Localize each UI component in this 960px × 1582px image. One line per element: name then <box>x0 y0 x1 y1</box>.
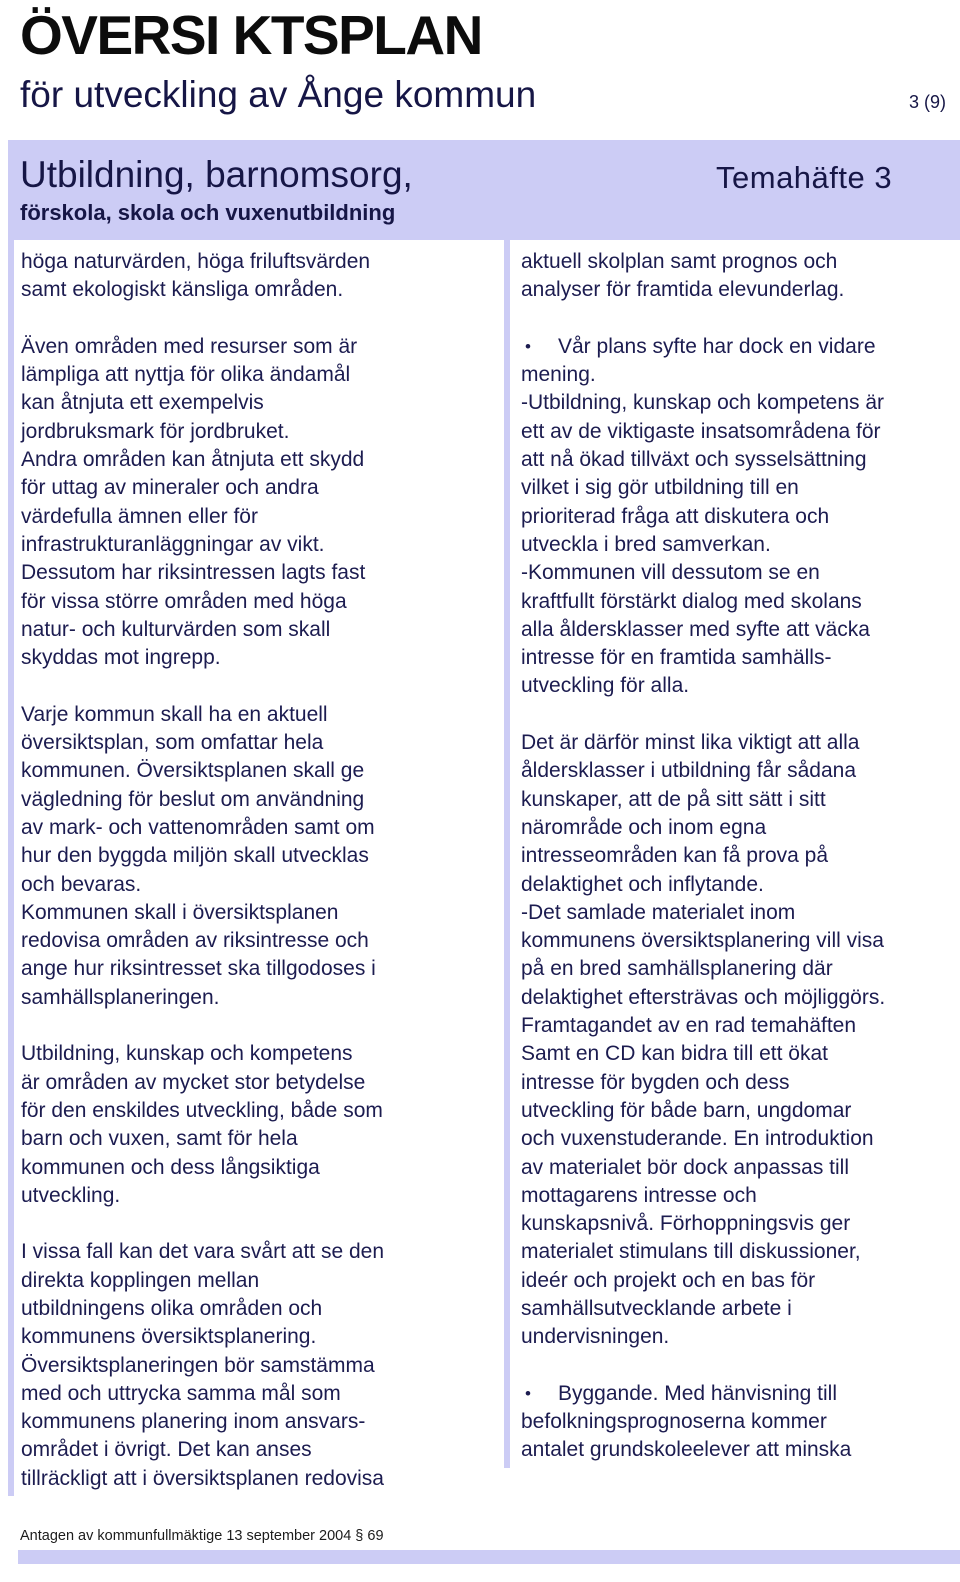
section-title: Utbildning, barnomsorg, <box>20 154 413 195</box>
left-paragraph-2: Även områden med resurser som är lämpliga att nyttja för olika ändamål kan åtnjuta ett exempelvis jordbruksmark för jordbruket. Andra områden kan åtnjuta ett skydd för uttag av mineraler och andra värdefulla ämnen eller för infrastrukturanläggningar av vikt. Dessutom har riksintressen lagts fast för vissa större områden med höga natur- och kulturvärden som skall skyddas mot ingrepp. <box>21 334 366 670</box>
bullet-item-plan <box>521 333 956 361</box>
right-paragraph-4: befolkningsprognoserna kommer antalet grundskoleelever att minska <box>521 1410 852 1462</box>
left-paragraph-1: höga naturvärden, höga friluftsvärden samt ekologiskt känsliga områden. <box>21 250 371 302</box>
right-paragraph-1: aktuell skolplan samt prognos och analyser för framtida elevunderlag. <box>521 250 845 302</box>
page-number: 3 (9) <box>908 92 946 112</box>
right-column <box>521 248 956 1465</box>
adoption-footer: Antagen av kommunfullmäktige 13 september 2004 § 69 <box>20 1528 384 1544</box>
left-paragraph-3: Varje kommun skall ha en aktuell översiktsplan, som omfattar hela kommunen. Översiktsplanen skall ge vägledning för beslut om användning av mark- och vattenområden samt om hur den byggda miljön skall utvecklas och bevaras. Kommunen skall i översiktsplanen redovisa områden av riksintresse och ange hur riksintresset ska tillgodoses i samhällsplaneringen. <box>21 702 376 1009</box>
left-paragraph-4: Utbildning, kunskap och kompetens är områden av mycket stor betydelse för den enskildes utveckling, både som barn och vuxen, samt för hela kommunen och dess långsiktiga utveckling. <box>21 1042 383 1207</box>
left-paragraph-5: I vissa fall kan det vara svårt att se den direkta kopplingen mellan utbildningens olika områden och kommunens översiktsplanering. Översiktsplaneringen bör samstämma med och uttrycka samma mål som kommunens planering inom ansvars- området i övrigt. Det kan anses tillräckligt att i översiktsplanen redovisa <box>21 1240 385 1490</box>
bullet-icon: • <box>525 1383 531 1403</box>
right-paragraph-3: Det är därför minst lika viktigt att alla åldersklasser i utbildning får sådana kunskaper, att de på sitt sätt i sitt närområde och inom egna intresseområden kan få prova på delaktighet och inflytande. -Det samlade materialet inom kommunens översiktsplanering vill visa på en bred samhällsplanering där delaktighet eftersträvas och möjliggörs. Framtagandet av en rad temahäften Samt en CD kan bidra till ett ökat intresse för bygden och dess utveckling för både barn, ungdomar och vuxenstuderande. En introduktion av materialet bör dock anpassas till mottagarens intresse och kunskapsnivå. Förhoppningsvis ger materialet stimulans till diskussioner, ideér och projekt och en bas för samhällsutvecklande arbete i undervisningen. <box>521 731 886 1349</box>
right-paragraph-2: mening. -Utbildning, kunskap och kompetens är ett av de viktigaste insatsområdena för att nå ökad tillväxt och sysselsättning vilket i sig gör utbildning till en prioriterad fråga att diskutera och utveckla i bred samverkan. -Kommunen vill dessutom se en kraftfullt förstärkt dialog med skolans alla åldersklasser med syfte att väcka intresse för en framtida samhälls- utveckling för alla. <box>521 363 885 698</box>
theme-booklet-label: Temahäfte 3 <box>716 160 893 195</box>
bullet-text: Byggande. Med hänvisning till <box>558 1381 838 1405</box>
section-subtitle: förskola, skola och vuxenutbildning <box>20 200 396 225</box>
left-column <box>21 248 491 1493</box>
bullet-icon: • <box>525 336 531 356</box>
document-subtitle: för utveckling av Ånge kommun <box>20 74 537 115</box>
left-column-bar <box>8 240 14 1496</box>
footer-rule <box>18 1550 960 1564</box>
section-banner <box>8 140 960 240</box>
document-title: ÖVERSI KTSPLAN <box>20 4 482 66</box>
right-column-bar <box>504 240 510 1468</box>
bullet-text: Vår plans syfte har dock en vidare <box>558 334 876 358</box>
bullet-item-byggande <box>521 1380 956 1408</box>
